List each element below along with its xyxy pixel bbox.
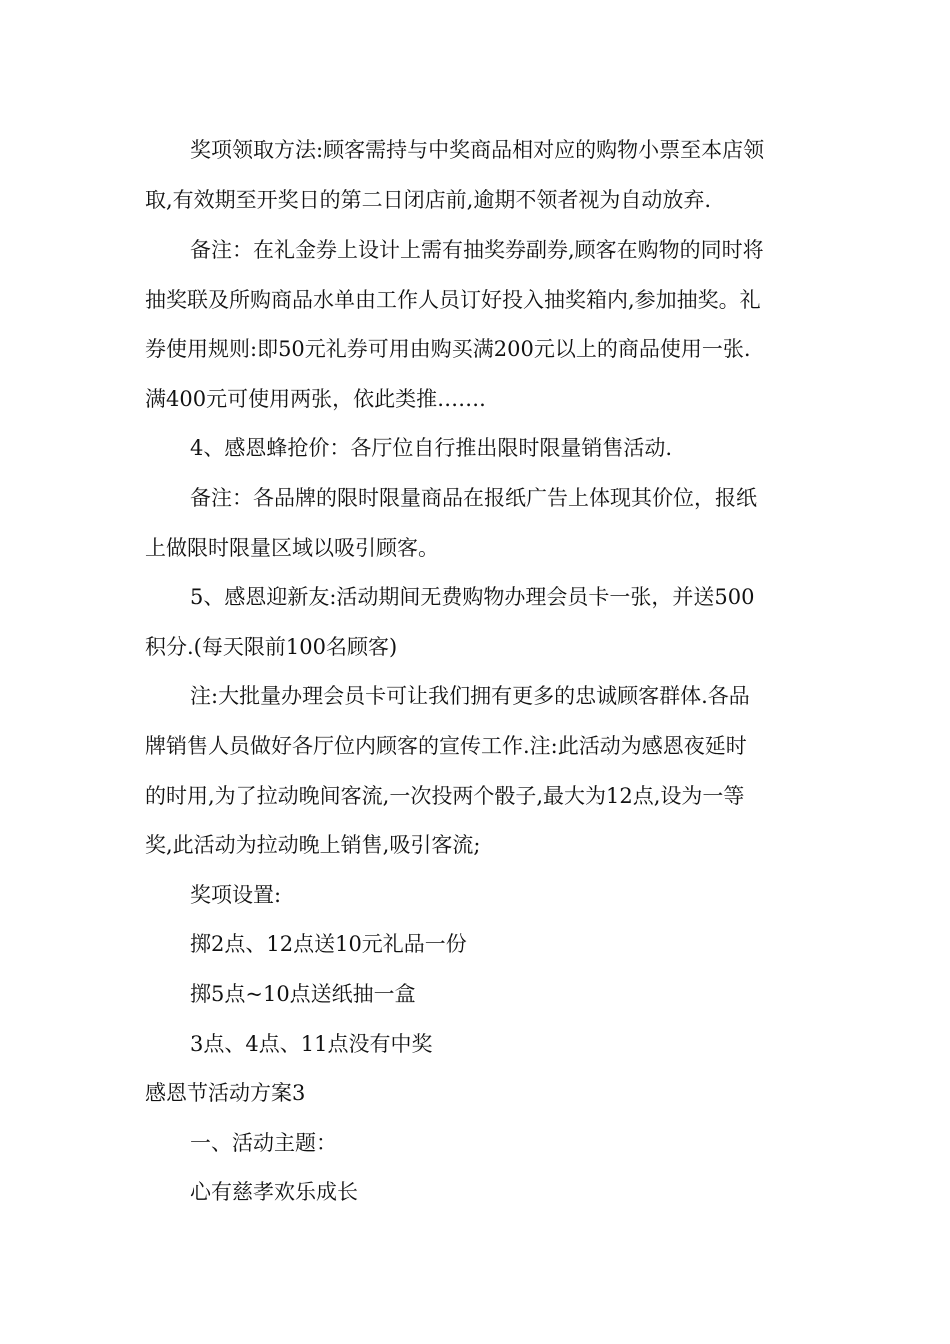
- text-line: 3点、4点、11点没有中奖: [190, 1031, 433, 1056]
- text-line: 抽奖联及所购商品水单由工作人员订好投入抽奖箱内,参加抽奖。礼: [145, 287, 761, 312]
- text-line: 5、感恩迎新友:活动期间无费购物办理会员卡一张，并送500: [190, 585, 755, 610]
- text-line: 掷2点、12点送10元礼品一份: [190, 932, 467, 957]
- text-line: 心有慈孝欢乐成长: [190, 1180, 358, 1205]
- text-line: 奖项设置:: [190, 882, 282, 907]
- text-line: 券使用规则:即50元礼券可用由购买满200元以上的商品使用一张.: [145, 337, 751, 362]
- text-line: 上做限时限量区域以吸引顾客。: [145, 535, 439, 560]
- text-line: 积分.(每天限前100名顾客): [145, 634, 398, 659]
- text-line: 满400元可使用两张，依此类推…….: [145, 386, 486, 411]
- text-line: 备注：在礼金券上设计上需有抽奖券副券,顾客在购物的同时将: [190, 238, 764, 262]
- text-line: 注:大批量办理会员卡可让我们拥有更多的忠诚顾客群体.各品: [190, 684, 750, 709]
- document-body: [145, 226, 810, 1218]
- text-line: 一、活动主题：: [190, 1130, 337, 1155]
- text-line: 牌销售人员做好各厅位内顾客的宣传工作.注:此活动为感恩夜延时: [145, 733, 747, 758]
- text-line: 备注：各品牌的限时限量商品在报纸广告上体现其价位，报纸: [190, 485, 757, 510]
- text-line: 取,有效期至开奖日的第二日闭店前,逾期不领者视为自动放弃.: [145, 187, 712, 212]
- text-line: 掷5点~10点送纸抽一盒: [190, 981, 416, 1006]
- section-title: 感恩节活动方案3: [145, 1081, 306, 1106]
- text-line: 奖项领取方法:顾客需持与中奖商品相对应的购物小票至本店领: [190, 138, 765, 162]
- text-line: 奖,此活动为拉动晚上销售,吸引客流;: [145, 833, 481, 858]
- paragraph-prize-claim: [145, 126, 810, 225]
- text-line: 4、感恩蜂抢价：各厅位自行推出限时限量销售活动.: [190, 436, 673, 461]
- text-line: 的时用,为了拉动晚间客流,一次投两个骰子,最大为12点,设为一等: [145, 783, 745, 808]
